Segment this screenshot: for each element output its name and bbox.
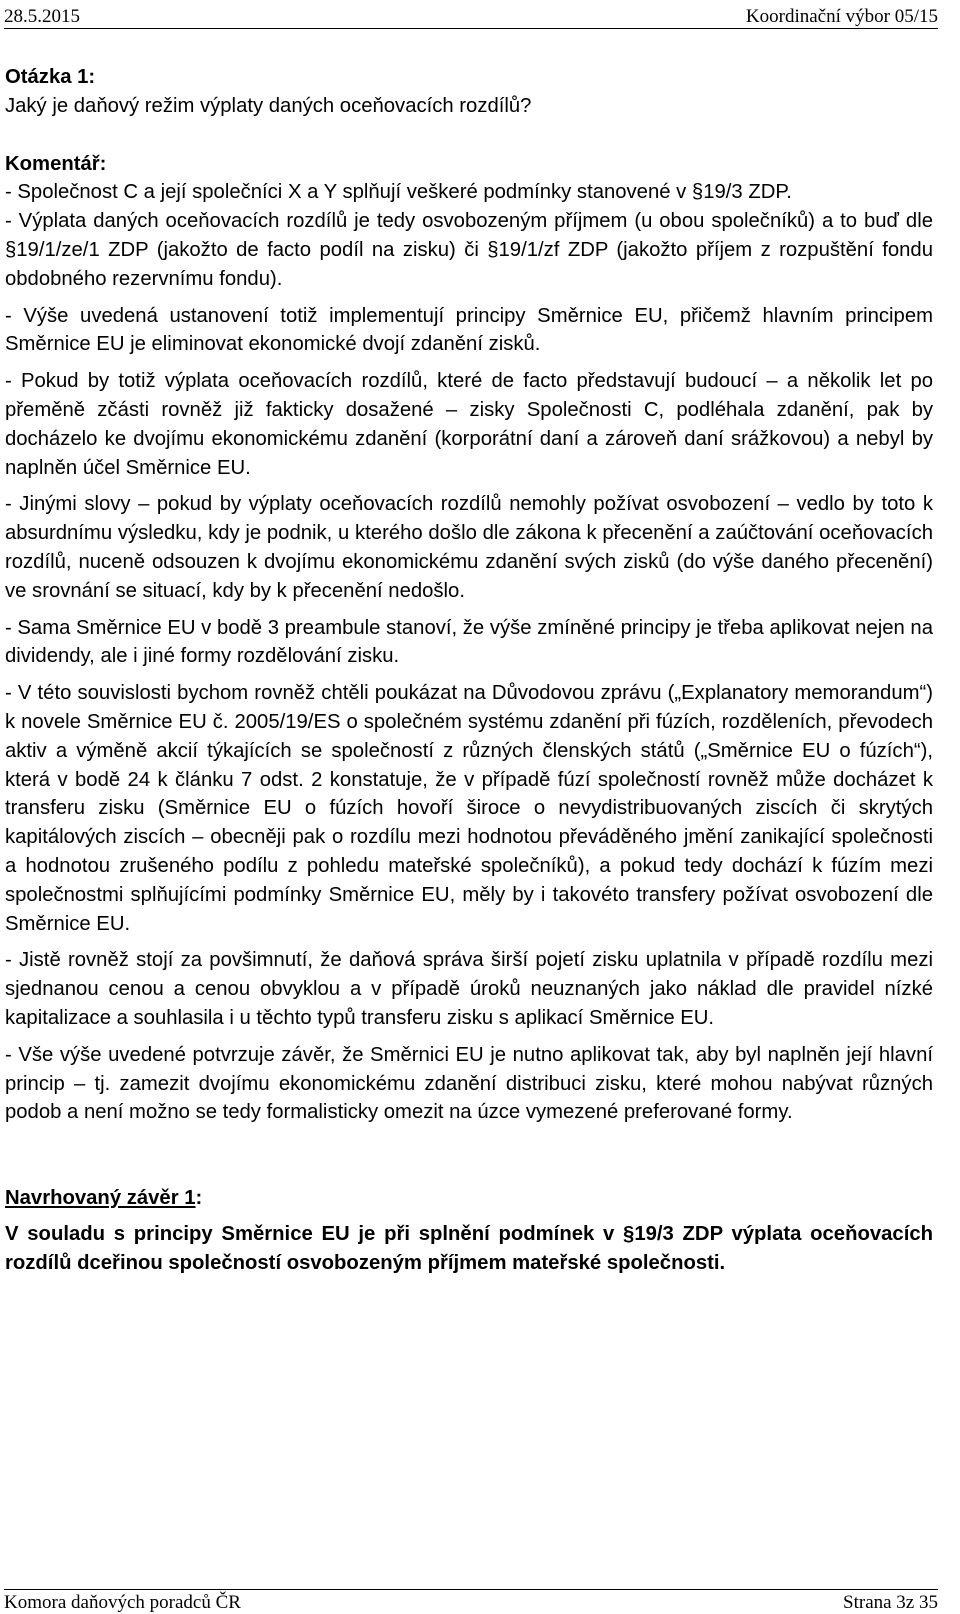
comment-paragraph: - Sama Směrnice EU v bodě 3 preambule stanoví, že výše zmíněné principy je třeba aplikovat nejen na dividendy, ale i jiné formy rozdělování zisku. — [5, 616, 933, 668]
conclusion-text: V souladu s principy Směrnice EU je při splnění podmínek v §19/3 ZDP výplata oceňovacích rozdílů dceřinou společností osvobozeným příjmem mateřské společnosti. — [5, 1222, 933, 1274]
conclusion-colon: : — [195, 1187, 203, 1210]
footer-page-number: Strana 3z 35 — [843, 1592, 938, 1613]
page-footer — [4, 1589, 938, 1614]
page-header — [4, 0, 938, 29]
conclusion-title: Navrhovaný závěr 1 — [5, 1187, 196, 1210]
question-title: Otázka 1: — [5, 66, 96, 88]
comment-paragraph: - Jinými slovy – pokud by výplaty oceňovacích rozdílů nemohly požívat osvobození – vedlo by toto k absurdnímu výsledku, kdy je podnik, u kterého došlo dle zákona k přecenění a zaúčtování oceňovacích rozdílů, nuceně odsouzen k dvojímu ekonomickému zdanění svých zisků (do výše daného přecenění) ve srovnání se situací, kdy by k přecenění nedošlo. — [5, 493, 933, 602]
header-committee: Koordinační výbor 05/15 — [745, 6, 938, 27]
comment-paragraph: - Společnost C a její společníci X a Y splňují veškeré podmínky stanovené v §19/3 ZDP. — [5, 181, 792, 204]
comment-paragraph: - Jistě rovněž stojí za povšimnutí, že daňová správa širší pojetí zisku uplatnila v případě rozdílu mezi sjednanou cenou a cenou obvyklou a v případě úroků neuznaných jako náklad dle pravidel nízké kapitalizace a souhlasila i u těchto typů transferu zisku s aplikací Směrnice EU. — [5, 949, 933, 1029]
comment-title: Komentář: — [5, 152, 107, 175]
comment-paragraph: - Vše výše uvedené potvrzuje závěr, že Směrnici EU je nutno aplikovat tak, aby byl naplněn její hlavní princip – tj. zamezit dvojímu ekonomickému zdanění distribuci zisku, které mohou nabývat různých podob a není možno se tedy formalisticky omezit na úzce vymezené preferované formy. — [5, 1043, 933, 1124]
footer-org: Komora daňových poradců ČR — [4, 1592, 241, 1613]
document-body — [5, 63, 933, 1277]
header-date: 28.5.2015 — [4, 6, 80, 27]
comment-paragraph: - Výše uvedená ustanovení totiž implementují principy Směrnice EU, přičemž hlavním principem Směrnice EU je eliminovat ekonomické dvojí zdanění zisků. — [5, 304, 933, 356]
comment-paragraph: - Výplata daných oceňovacích rozdílů je tedy osvobozeným příjmem (u obou společníků) a to buď dle §19/1/ze/1 ZDP (jakožto de facto podíl na zisku) či §19/1/zf ZDP (jakožto příjem z rozpuštění fondu obdobného rezervnímu fondu). — [5, 210, 933, 290]
comment-paragraph: - Pokud by totiž výplata oceňovacích rozdílů, které de facto představují budoucí – a několik let po přeměně zčásti rovněž již fakticky dosažené – zisky Společnosti C, podléhala zdanění, pak by docházelo ke dvojímu ekonomickému zdanění (korporátní daní a zároveň daní srážkovou) a nebyl by naplněn účel Směrnice EU. — [5, 370, 933, 479]
question-text: Jaký je daňový režim výplaty daných oceňovacích rozdílů? — [5, 94, 532, 117]
conclusion-heading — [5, 1184, 933, 1213]
comment-paragraph: - V této souvislosti bychom rovněž chtěli poukázat na Důvodovou zprávu („Explanatory memorandum“) k novele Směrnice EU č. 2005/19/ES o společném systému zdanění při fúzích, rozděleních, převodech aktiv a výměně akcií týkajících se společností z různých členských států („Směrnice EU o fúzích“), která v bodě 24 k článku 7 odst. 2 konstatuje, že v případě fúzí společností rovněž může docházet k transferu zisku (Směrnice EU o fúzích hovoří široce o nevydistribuovaných ziscích či skrytých kapitálových ziscích – obecněji pak o rozdílu mezi hodnotou převáděného jmění zanikající společnosti a hodnotou zrušeného podílu z pohledu mateřské společníků), a pokud tedy dochází k fúzím mezi společnostmi splňujícími podmínky Směrnice EU, měly by i takovéto transfery požívat osvobození dle Směrnice EU. — [5, 682, 933, 935]
